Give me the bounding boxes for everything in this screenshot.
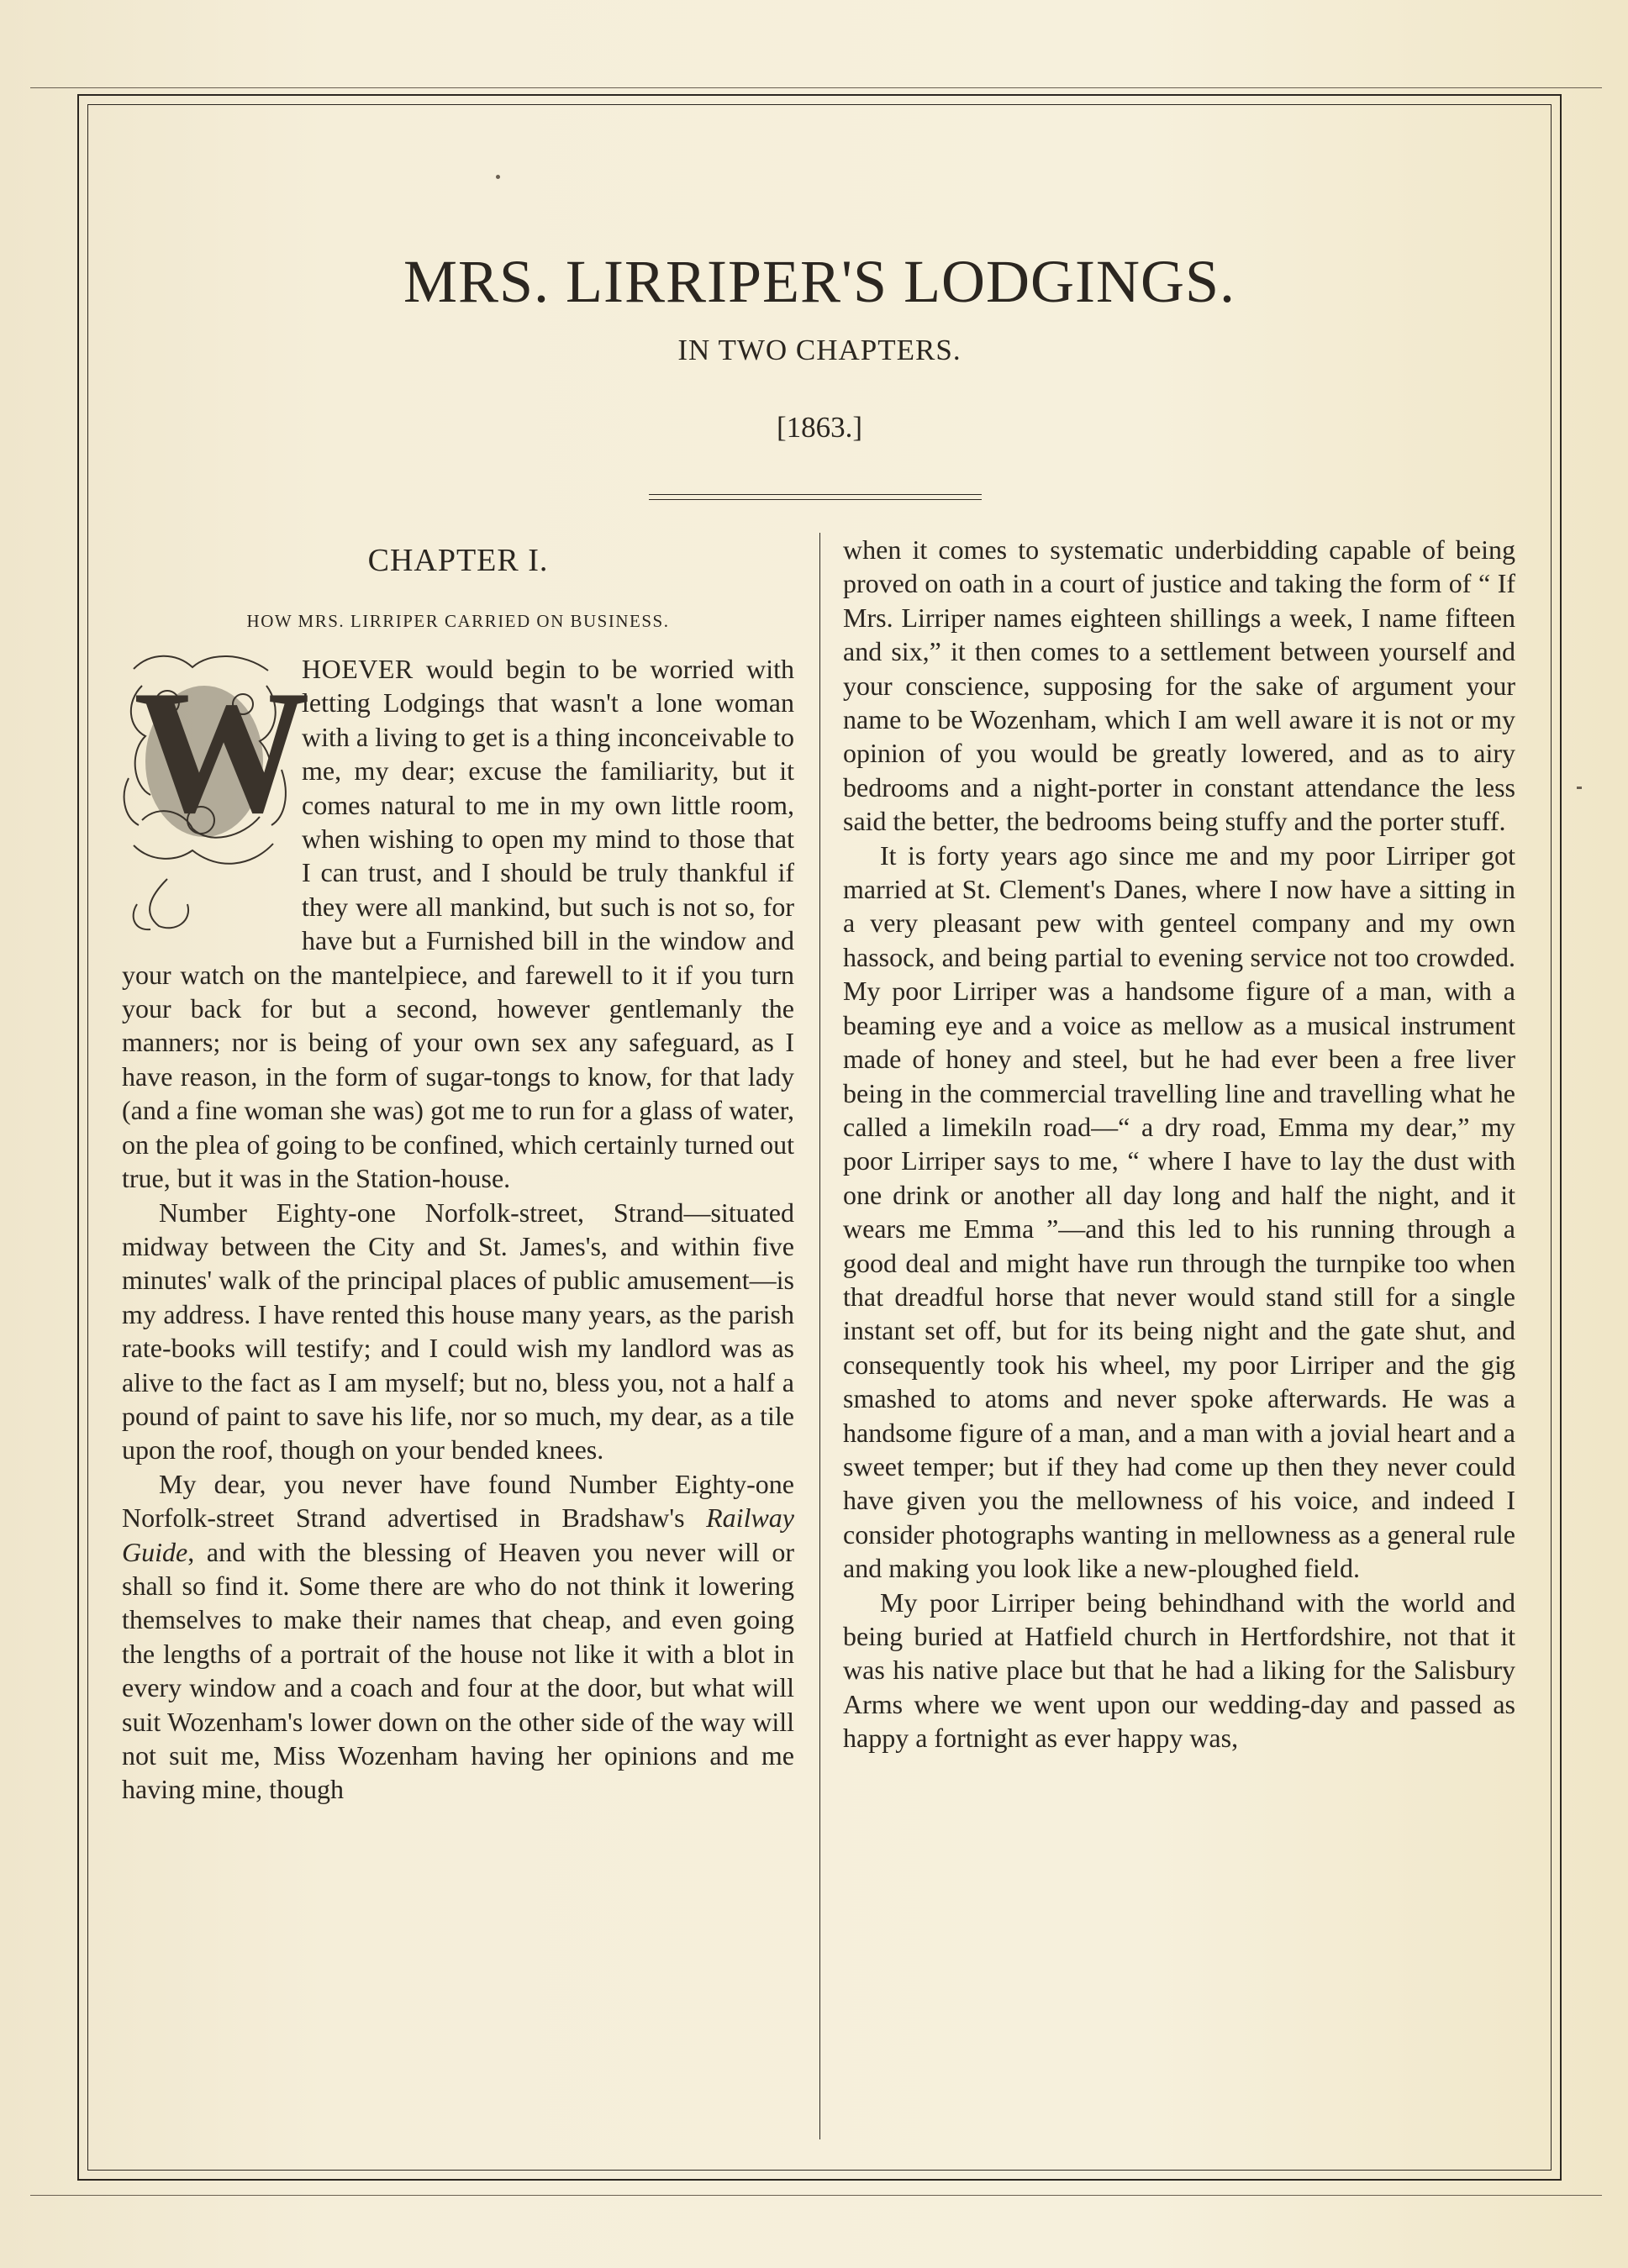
paragraph-hatfield: My poor Lirriper being behindhand with the world and being buried at Hatfield church in Hertfordshire, not that it was his native place but that he had a liking for the Salisbury Arms where we went upon our wedding-day and passed as happy a fortnight as ever happy was, [843, 1587, 1515, 1754]
drop-cap-letter: W [134, 655, 310, 850]
opening-word: HOEVER [302, 654, 414, 684]
ink-dot [496, 175, 500, 179]
paragraph-text: My dear, you never have found Number Eighty-one Norfolk-street Strand advertised in Bradshaw's [122, 1468, 794, 1534]
title-divider [649, 494, 982, 500]
paragraph-text: would begin to be worried with letting Lodgings that wasn't a lone woman with a living to get is a thing inconceivable to me, my dear; excuse the familiarity, but it comes natural to me in my own little room, when wishing to open my mind to those that I can trust, and I should be truly thankful if they were all mankind, but such is not so, for have but a Furnished bill in the window and your watch on the mantelpiece, and farewell to it if you turn your back for but a second, however gentlemanly the manners; nor is being of your own sex any safeguard, as I have reason, in the form of sugar-tongs to know, for that lady (and a fine woman she was) got me to run for a glass of water, on the plea of going to be confined, which certainly turned out true, but it was in the Station-house. [122, 654, 794, 1194]
paragraph-opening [122, 652, 794, 1196]
paragraph-address: Number Eighty-one Norfolk-street, Strand—situated midway between the City and St. James's, and within five minutes' walk of the principal places of public amusement—is my address. I have rented this house many years, as the parish rate-books will testify; and I could wish my landlord was as alive to the fact as I am myself; but no, bless you, not a half a pound of paint to save his life, nor so much, my dear, as a tile upon the roof, though on your bended knees. [122, 1197, 794, 1466]
publication-year: [1863.] [776, 411, 863, 444]
paragraph-marriage: It is forty years ago since me and my poor Lirriper got married at St. Clement's Danes, where I now have a sitting in a very pleasant pew with genteel company and my own hassock, and being partial to evening service not too crowded. My poor Lirriper was a handsome figure of a man, with a beaming eye and a voice as mellow as a musical instrument made of honey and steel, but he had ever been a free liver being in the commercial travelling line and travelling what he called a limekiln road—“ a dry road, Emma my dear,” my poor Lirriper says to me, “ where I have to lay the dust with one drink or another all day long and half the night, and it wears me Emma ”—and this led to his running through a good deal and might have run through the turnpike too when that dreadful horse that never would stand still for a single instant set off, but for its being night and the gate shut, and consequently took his wheel, my poor Lirriper and the gig smashed to atoms and never spoke afterwards. He was a handsome figure of a man, and a man with a jovial heart and a sweet temper; but if they had come up then they never could have given you the mellowness of his voice, and indeed I consider photographs wanting in mellowness as a general rule and making you look like a new-ploughed field. [843, 839, 1515, 1584]
paragraph-text: , and with the blessing of Heaven you never will or shall so find it. Some there are who do not think it lowering themselves to make their names that cheap, and even going the lengths of a portrait of the house not like it with a blot in every window and a coach and four at the door, but what will suit Wozenham's lower down on the other side of the way will not suit me, Miss Wozenham having her opinions and me having mine, though [122, 1536, 794, 1805]
bottom-scan-rule [30, 2195, 1602, 2196]
right-column [843, 533, 1515, 2139]
top-scan-rule [30, 87, 1602, 88]
ornamental-drop-cap [122, 652, 310, 934]
column-divider [819, 533, 820, 2139]
margin-mark [1577, 787, 1582, 789]
left-column [122, 533, 794, 2139]
chapter-heading: CHAPTER I. [367, 543, 549, 578]
page-title: MRS. LIRRIPER'S LODGINGS. [403, 248, 1236, 315]
italic-title: Railway Guide [122, 1502, 794, 1567]
page-subtitle: IN TWO CHAPTERS. [677, 334, 962, 366]
paragraph-continuation: when it comes to systematic underbidding capable of being proved on oath in a court of justice and taking the form of “ If Mrs. Lirriper names eighteen shillings a week, I name fifteen and six,” it then comes to a settlement between yourself and your conscience, supposing for the sake of argument your name to be Wozenham, which I am well aware it is not or my opinion of you would be greatly lowered, and as to airy bedrooms and a night-porter in constant attendance the less said the better, the bedrooms being stuffy and the porter stuff. [843, 534, 1515, 837]
paragraph-bradshaw [122, 1467, 794, 1807]
chapter-subheading: HOW MRS. LIRRIPER CARRIED ON BUSINESS. [246, 611, 670, 631]
